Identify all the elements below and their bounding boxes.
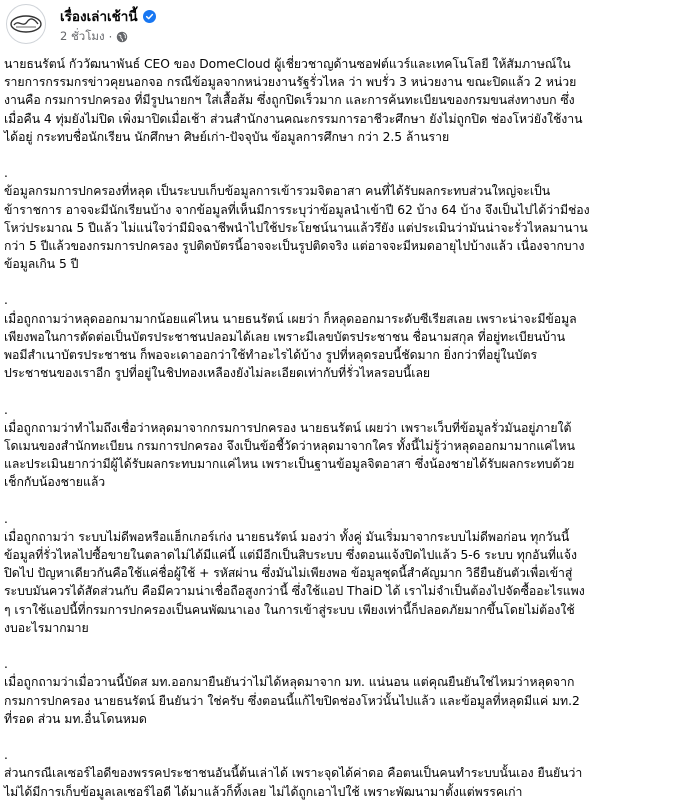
post-text-line: ๆ เราใช้แอปนี้ที่กรมการปกครองเป็นคนพัฒนาเอง ในการเข้าสู่ระบบ เพียงเท่านี้ก็ปลอดภัยมากขึ้นโดยไม่ต้องใช้ xyxy=(4,602,575,617)
post-text-line: ได้อยู่ กระทบชื่อนักเรียน นักศึกษา ศิษย์เก่า-ปัจจุบัน ข้อมูลการศึกษา กว่า 2.5 ล้านราย xyxy=(4,129,450,144)
post-text-line: ปิดไป ปัญหาเดียวกันคือใช้แค่ชื่อผู้ใช้ + รหัสผ่าน ซึ่งมันไม่เพียงพอ ข้อมูลชุดนี้สำคัญมาก วิธียืนยันตัวเพื่อเข้าสู่ xyxy=(4,566,573,581)
post-text-line: ข้อมูลที่รั่วไหลไปซื้อขายในตลาดไม่ได้มีแค่นี้ แต่มีอีกเป็นสิบระบบ ซึ่งตอนแจ้งปิดไปแล้ว 5-6 ระบบ ทุกอันที่แจ้ง xyxy=(4,548,577,563)
post-text-line: ส่วนกรณีเลเซอร์ไอดีของพรรคประชาชนอันนี้ต้นเล่าได้ เพราะจุดได้ค่าดอ คือตนเป็นคนทำระบบนั้นเอง ยืนยันว่า xyxy=(4,766,583,781)
paragraph-spacer xyxy=(4,637,682,655)
post-text-line: งบอะไรมากมาย xyxy=(4,620,89,635)
post-paragraph xyxy=(4,764,682,800)
post-text-line: กรมการปกครอง นายธนรัตน์ ยืนยันว่า ใช่ครับ ซึ่งตอนนี้แก้ไขปิดช่องโหว่นั้นไปแล้ว และข้อมูลที่หลุดมีแค่ มท.2 xyxy=(4,693,580,708)
post-text-line: เพียงพอในการตัดต่อเป็นบัตรประชาชนปลอมได้เลย เพราะมีเลขบัตรประชาชน ชื่อนามสกุล ที่อยู่ทะเบียนบ้าน xyxy=(4,329,566,344)
verified-badge-icon xyxy=(143,10,156,23)
paragraph-separator: . xyxy=(4,511,8,526)
meta-separator: · xyxy=(108,30,113,44)
post-text-line: ที่รอด ส่วน มท.อื่นโดนหมด xyxy=(4,711,147,726)
post-paragraph xyxy=(4,528,682,637)
paragraph-spacer xyxy=(4,146,682,164)
paragraph-separator: . xyxy=(4,402,8,417)
post-text-line: เมื่อถูกถามว่าหลุดออกมามากน้อยแค่ไหน นายธนรัตน์ เผยว่า ก็หลุดออกมาระดับซีเรียสเลย เพราะน่าจะมีข้อมูล xyxy=(4,311,577,326)
post-text-line: เมื่อถูกถามว่าเมื่อวานนี้บัดส มท.ออกมายืนยันว่าไม่ได้หลุดมาจาก มท. แน่นอน แต่คุณยืนยันใช่ไหมว่าหลุดจาก xyxy=(4,675,575,690)
page-avatar[interactable] xyxy=(6,4,46,44)
post-text-line: รายการกรรมกรข่าวคุยนอกจอ กรณีข้อมูลจากหน่วยงานรัฐรั่วไหล ว่า พบรั่ว 3 หน่วยงาน ขณะปิดแล้ว 2 หน่วย xyxy=(4,75,577,90)
page-name[interactable]: เรื่องเล่าเช้านี้ xyxy=(60,9,138,25)
post-text-line: เมื่อถูกถามว่าทำไมถึงเชื่อว่าหลุดมาจากกรมการปกครอง นายธนรัตน์ เผยว่า เพราะเว็บที่ข้อมูลรั่วมันอยู่ภายใต้ xyxy=(4,420,572,435)
post-text-line: ข้อมูลเกิน 5 ปี xyxy=(4,257,79,272)
post-paragraph xyxy=(4,419,682,492)
post-text-line: กว่า 5 ปีแล้วของกรมการปกครอง รูปติดบัตรนี้อาจจะเป็นรูปติดจริง แต่อาจจะมีหมดอายุไปบ้างแล้ว เนื่องจากบาง xyxy=(4,238,585,253)
post-text-line: และประเมินยากว่ามีผู้ได้รับผลกระทบมากแค่ไหน เพราะเป็นฐานข้อมูลจิตอาสา ซึ่งน้องชายได้รับผลกระทบด้วย xyxy=(4,457,575,472)
post-text-line: นายธนรัตน์ กัววัฒนาพันธ์ CEO ของ DomeCloud ผู้เชี่ยวชาญด้านซอฟต์แวร์และเทคโนโลยี ให้สัมภาษณ์ใน xyxy=(4,57,571,71)
post-text-line: พอมีสำเนาบัตรประชาชน ก็พอจะเดาออกว่าใช้ทำอะไรได้บ้าง รูปที่หลุดรอบนี้ชัดมาก ยิ่งกว่าที่อยู่ในบัตร xyxy=(4,348,538,362)
paragraph-spacer xyxy=(4,382,682,400)
post-text-line: ข้อมูลกรมการปกครองที่หลุด เป็นระบบเก็บข้อมูลการเข้ารวมจิตอาสา คนที่ได้รับผลกระทบส่วนใหญ่จะเป็น xyxy=(4,184,551,199)
post-meta xyxy=(60,28,128,46)
post-paragraph xyxy=(4,310,682,383)
post-paragraph xyxy=(4,182,682,273)
paragraph-spacer xyxy=(4,728,682,746)
post-text-line: ข้าราชการ อาจจะมีนักเรียนบ้าง จากข้อมูลที่เห็นมีการระบุว่าข้อมูลนำเข้าปี 62 บ้าง 64 บ้าง จึงเป็นไปได้ว่ามีช่อง xyxy=(4,202,590,217)
paragraph-spacer xyxy=(4,492,682,510)
page-name-row xyxy=(60,5,156,27)
post-text-line: เช็กกับน้องชายแล้ว xyxy=(4,475,106,490)
post-text-line: ไม่ได้มีการเก็บข้อมูลเลเซอร์ไอดี ได้มาแล้วก็ทิ้งเลย ไม่ได้ถูกเอาไปใช้ เพราะพัฒนามาตั้งแต่พรรคเก่า xyxy=(4,784,523,799)
post-timestamp[interactable]: 2 ชั่วโมง xyxy=(60,29,105,43)
paragraph-spacer xyxy=(4,273,682,291)
post-paragraph xyxy=(4,673,682,728)
post-text-line: งานคือ กรมการปกครอง ที่มีรูปนายกฯ ใส่เสื้อส้ม ซึ่งถูกปิดเร็วมาก และการค้นทะเบียนของกรมขนส่งทางบก ซึ่ง xyxy=(4,93,575,108)
post-paragraph xyxy=(4,55,682,146)
post-header xyxy=(0,0,687,50)
post-text xyxy=(4,55,682,801)
paragraph-separator: . xyxy=(4,657,8,672)
post-text-line: โดเมนของสำนักทะเบียน กรมการปกครอง จึงเป็นข้อชี้วัดว่าหลุดมาจากใคร ทั้งนี้ไม่รู้ว่าหลุดออกมามากแค่ไหน xyxy=(4,438,575,453)
page-logo-icon xyxy=(9,13,43,35)
post-text-line: ประชาชนของเราอีก รูปที่อยู่ในชิปทองเหลืองยังไม่ละเอียดเท่ากับที่รั่วไหลรอบนี้เลย xyxy=(4,366,431,381)
paragraph-separator: . xyxy=(4,748,8,763)
post-text-line: โหว่ประมาณ 5 ปีแล้ว ไม่แน่ใจว่ามีมิจฉาชีพนำไปใช้ประโยชน์นานแล้วรึยัง แต่ประเมินว่ามันน่าจะรั่วไหลมานาน xyxy=(4,220,588,235)
paragraph-separator: . xyxy=(4,166,8,181)
post-text-line: เมื่อคืน 4 ทุ่มยังไม่ปิด เพิ่งมาปิดเมื่อเช้า ส่วนสำนักงานคณะกรรมการอาชีวะศึกษา ยังไม่ถูกปิด ช่องโหว่ยังใช้งาน xyxy=(4,111,583,126)
post-text-line: ระบบมันควรได้สัดส่วนกับ คือมีความน่าเชื่อถือสูงกว่านี้ ซึ่งใช้แอป ThaiD ได้ เราไม่จำเป็นต้องไปจัดซื้ออะไรแพง xyxy=(4,584,585,599)
paragraph-separator: . xyxy=(4,293,8,308)
post-text-line: เมื่อถูกถามว่า ระบบไม่ดีพอหรือแฮ็กเกอร์เก่ง นายธนรัตน์ มองว่า ทั้งคู่ มันเริ่มมาจากระบบไม่ดีพอก่อน ทุกวันนี้ xyxy=(4,529,570,544)
globe-icon[interactable] xyxy=(116,31,128,43)
